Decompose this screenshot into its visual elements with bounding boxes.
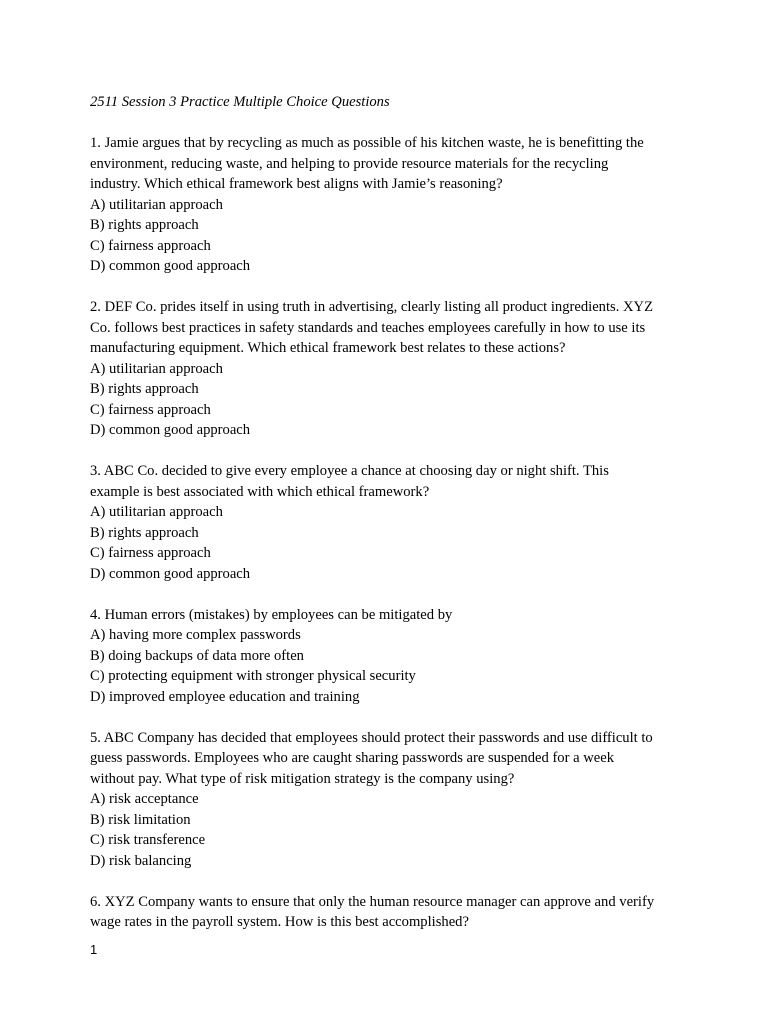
question-stem-line: 2. DEF Co. prides itself in using truth in advertising, clearly listing all product ingredients. XYZ — [90, 299, 653, 315]
answer-option: D) common good approach — [90, 258, 251, 274]
question-stem-line: wage rates in the payroll system. How is this best accomplished? — [90, 914, 469, 930]
question-stem-line: industry. Which ethical framework best aligns with Jamie’s reasoning? — [90, 176, 503, 192]
question-stem-line: example is best associated with which ethical framework? — [90, 483, 430, 500]
question-stem-line: without pay. What type of risk mitigation strategy is the company using? — [90, 770, 515, 787]
question-stem — [90, 728, 690, 790]
answer-option: D) improved employee education and training — [90, 688, 360, 705]
question-stem-line: Co. follows best practices in safety standards and teaches employees carefully in how to use its — [90, 319, 646, 336]
answer-option: B) doing backups of data more often — [90, 647, 304, 664]
answer-option: B) rights approach — [90, 217, 199, 233]
question-stem-line: manufacturing equipment. Which ethical framework best relates to these actions? — [90, 340, 566, 356]
question-item — [90, 728, 690, 872]
question-stem-line: 6. XYZ Company wants to ensure that only the human resource manager can approve and verify — [90, 893, 655, 910]
question-stem — [90, 605, 690, 626]
answer-option: A) utilitarian approach — [90, 360, 223, 377]
question-stem-line: 5. ABC Company has decided that employees should protect their passwords and use difficult to — [90, 729, 653, 746]
answer-option: C) fairness approach — [90, 237, 211, 254]
answer-option: B) risk limitation — [90, 811, 191, 828]
answer-option: B) rights approach — [90, 381, 199, 397]
question-stem — [90, 892, 690, 933]
question-item — [90, 133, 690, 277]
question-item — [90, 892, 690, 933]
page-number: 1 — [90, 942, 98, 957]
question-item — [90, 461, 690, 584]
answer-option: C) protecting equipment with stronger physical security — [90, 668, 416, 684]
answer-option: A) utilitarian approach — [90, 504, 223, 520]
answer-option: D) common good approach — [90, 565, 251, 582]
answer-option: A) having more complex passwords — [90, 627, 301, 643]
answer-option: D) risk balancing — [90, 852, 192, 869]
question-stem-line: guess passwords. Employees who are caught sharing passwords are suspended for a week — [90, 750, 615, 766]
answer-option: A) risk acceptance — [90, 791, 199, 807]
question-stem — [90, 461, 690, 502]
answer-option: A) utilitarian approach — [90, 196, 223, 213]
question-stem-line: 3. ABC Co. decided to give every employee a chance at choosing day or night shift. This — [90, 463, 609, 479]
question-item — [90, 297, 690, 441]
question-list — [90, 133, 690, 933]
answer-option: D) common good approach — [90, 422, 251, 438]
answer-option: C) fairness approach — [90, 545, 211, 561]
answer-option: B) rights approach — [90, 524, 199, 541]
question-stem — [90, 297, 690, 359]
question-item — [90, 605, 690, 708]
document-title: 2511 Session 3 Practice Multiple Choice Questions — [90, 94, 390, 110]
document-page — [90, 92, 690, 953]
question-stem-line: environment, reducing waste, and helping to provide resource materials for the recycling — [90, 155, 609, 172]
answer-option: C) fairness approach — [90, 401, 211, 418]
question-stem-line: 1. Jamie argues that by recycling as much as possible of his kitchen waste, he is benefitting the — [90, 135, 644, 151]
question-stem — [90, 133, 690, 195]
question-stem-line: 4. Human errors (mistakes) by employees can be mitigated by — [90, 606, 453, 623]
answer-option: C) risk transference — [90, 832, 206, 848]
